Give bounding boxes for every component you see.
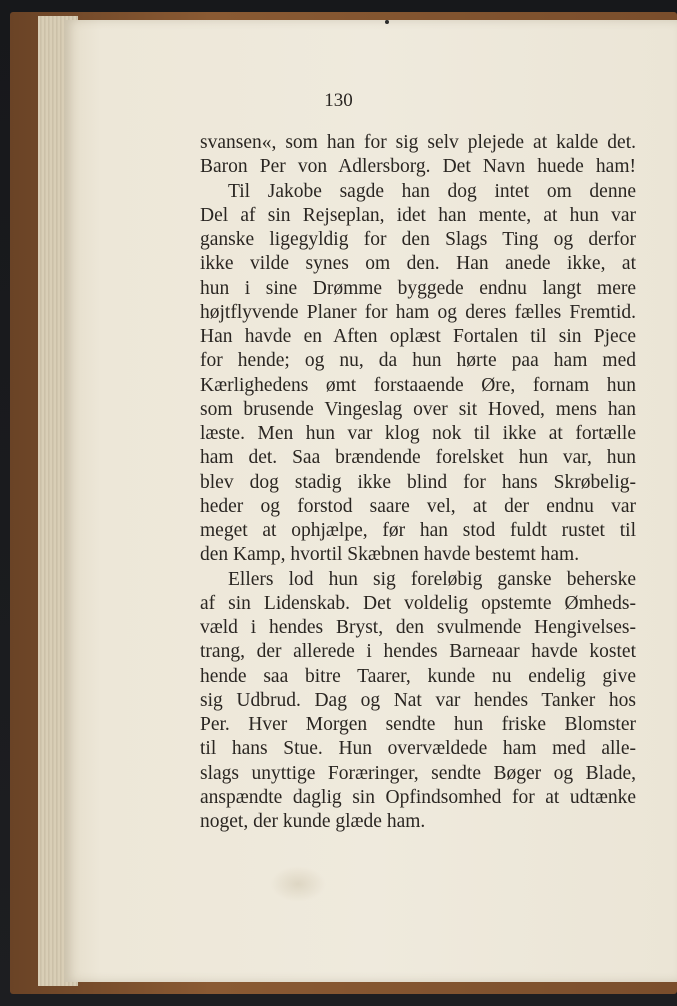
body-text bbox=[200, 131, 636, 834]
text-line: Han havde en Aften oplæst Fortalen til sin Pjece bbox=[200, 326, 636, 347]
text-line: for hende; og nu, da hun hørte paa ham med bbox=[200, 350, 636, 372]
text-line: den Kamp, hvortil Skæbnen havde bestemt ham. bbox=[200, 544, 580, 566]
text-line: Baron Per von Adlersborg. Det Navn huede ham! bbox=[200, 156, 636, 178]
text-line: blev dog stadig ikke blind for hans Skrøbelig- bbox=[200, 471, 636, 493]
page-mark bbox=[385, 20, 389, 24]
text-line: anspændte daglig sin Opfindsomhed for at udtænke bbox=[200, 786, 636, 808]
text-line: noget, der kunde glæde ham. bbox=[200, 811, 426, 832]
text-line: Ellers lod hun sig foreløbig ganske beherske bbox=[228, 568, 636, 590]
text-line: hun i sine Drømme byggede endnu langt mere bbox=[200, 277, 636, 299]
text-line: heder og forstod saare vel, at der endnu var bbox=[200, 495, 636, 517]
text-line: læste. Men hun var klog nok til ikke at fortælle bbox=[200, 423, 636, 444]
text-line: væld i hendes Bryst, den svulmende Hengivelses- bbox=[200, 617, 636, 638]
paper-smudge bbox=[270, 866, 326, 902]
text-line: ham det. Saa brændende forelsket hun var, hun bbox=[200, 447, 636, 469]
text-line: Kærlighedens ømt forstaaende Øre, fornam hun bbox=[200, 374, 636, 396]
text-line: Per. Hver Morgen sendte hun friske Blomster bbox=[200, 714, 636, 735]
text-line: til hans Stue. Hun overvældede ham med alle- bbox=[200, 738, 636, 760]
page-number: 130 bbox=[324, 90, 353, 111]
text-line: meget at ophjælpe, før han stod fuldt rustet til bbox=[200, 520, 636, 541]
text-line: slags unyttige Foræringer, sendte Bøger og Blade, bbox=[200, 762, 636, 784]
text-line: ganske ligegyldig for den Slags Ting og derfor bbox=[200, 229, 636, 250]
text-line: som brusende Vingeslag over sit Hoved, mens han bbox=[200, 398, 636, 420]
text-line: højtflyvende Planer for ham og deres fælles Fremtid. bbox=[200, 301, 636, 323]
text-line: hende saa bitre Taarer, kunde nu endelig give bbox=[200, 665, 636, 687]
text-line: Del af sin Rejseplan, idet han mente, at hun var bbox=[200, 204, 636, 226]
text-line: ikke vilde synes om den. Han anede ikke, at bbox=[200, 253, 636, 275]
text-line: Til Jakobe sagde han dog intet om denne bbox=[228, 180, 636, 202]
text-line: trang, der allerede i hendes Barneaar havde kostet bbox=[200, 641, 636, 663]
text-line: svansen«, som han for sig selv plejede at kalde det. bbox=[200, 132, 636, 153]
text-line: sig Udbrud. Dag og Nat var hendes Tanker hos bbox=[200, 689, 636, 711]
text-line: af sin Lidenskab. Det voldelig opstemte Ømheds- bbox=[200, 592, 636, 614]
